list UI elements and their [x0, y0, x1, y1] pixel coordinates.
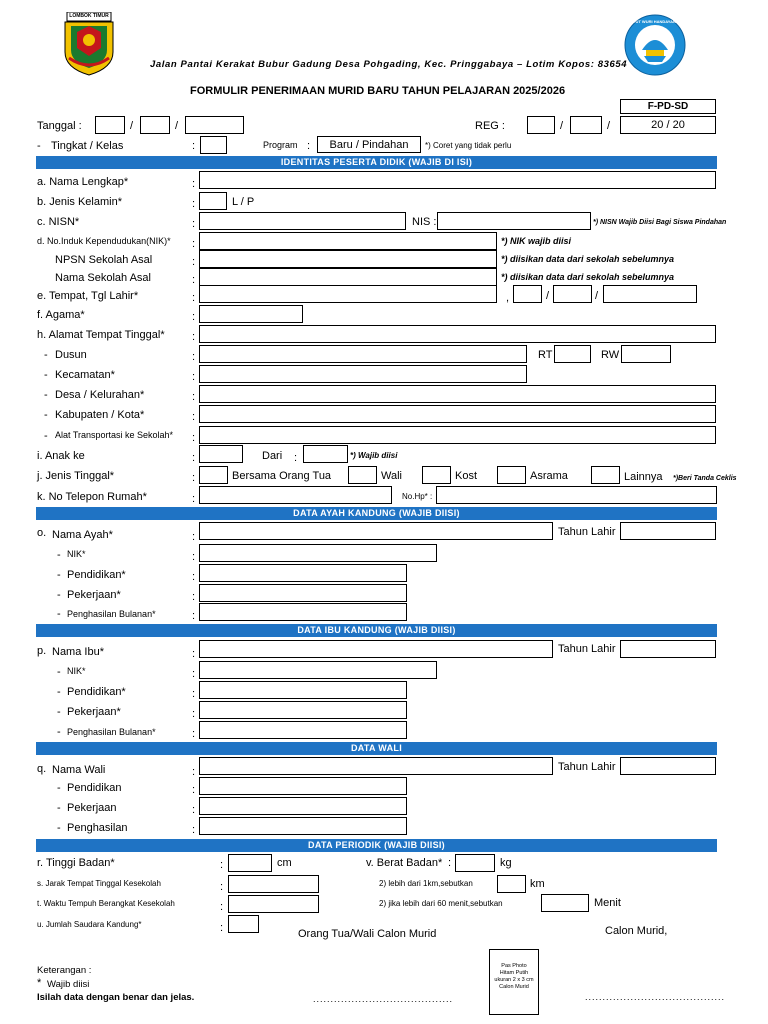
- saudara-field[interactable]: [228, 915, 259, 933]
- anak-ke-field[interactable]: [199, 445, 243, 463]
- ayah-nama-colon: :: [192, 531, 196, 543]
- ayah-penghasilan-label: Penghasilan Bulanan*: [67, 609, 156, 619]
- dari-label: Dari: [262, 450, 283, 462]
- nisn-label: c. NISN*: [37, 216, 80, 228]
- nisn-colon: :: [192, 218, 196, 230]
- tinggal-asrama-label: Asrama: [530, 470, 568, 482]
- anak-ke-colon: :: [192, 452, 196, 464]
- wali-pendidikan-dash: -: [57, 782, 61, 794]
- dusun-field[interactable]: [199, 345, 527, 363]
- transport-label: Alat Transportasi ke Sekolah*: [55, 430, 174, 440]
- ibu-nik-dash: -: [57, 666, 61, 678]
- form-code: F-PD-SD: [620, 99, 716, 114]
- nis-label: NIS :: [412, 216, 437, 228]
- ayah-pekerjaan-label: Pekerjaan*: [67, 589, 121, 601]
- photo-text-4: Calon Murid: [499, 984, 529, 990]
- kabupaten-field[interactable]: [199, 405, 716, 423]
- alamat-label: h. Alamat Tempat Tinggal*: [37, 329, 165, 341]
- ibu-nama-label: Nama Ibu*: [52, 646, 104, 658]
- transport-colon: :: [192, 432, 196, 444]
- sekolah-asal-field[interactable]: [199, 268, 497, 286]
- keterangan-bullet: *: [37, 977, 42, 989]
- tingkat-dash: -: [37, 140, 41, 152]
- ayah-pekerjaan-field[interactable]: [199, 584, 407, 602]
- ayah-pekerjaan-dash: -: [57, 589, 61, 601]
- hp-field[interactable]: [436, 486, 717, 504]
- tanggal-label: Tanggal :: [37, 120, 82, 132]
- tinggi-label: r. Tinggi Badan*: [37, 857, 115, 869]
- transport-dash: -: [44, 430, 48, 442]
- wali-pekerjaan-dash: -: [57, 802, 61, 814]
- waktu-note: 2) jika lebih dari 60 menit,sebutkan: [379, 899, 503, 908]
- ayah-pendidikan-field[interactable]: [199, 564, 407, 582]
- nik-colon: :: [192, 238, 196, 250]
- tinggal-lainnya-label: Lainnya: [624, 471, 663, 483]
- desa-dash: -: [44, 389, 48, 401]
- jarak-colon: :: [220, 881, 224, 893]
- ibu-pekerjaan-colon: :: [192, 708, 196, 720]
- tinggi-unit: cm: [277, 857, 292, 869]
- ayah-penghasilan-dash: -: [57, 608, 61, 620]
- wali-tahun-label: Tahun Lahir: [558, 761, 616, 773]
- tanggal-slash-1: /: [130, 120, 134, 132]
- ayah-letter: o.: [37, 527, 47, 539]
- kabupaten-label: Kabupaten / Kota*: [55, 409, 145, 421]
- ttl-colon: :: [192, 292, 196, 304]
- ayah-penghasilan-colon: :: [192, 610, 196, 622]
- kabupaten-dash: -: [44, 409, 48, 421]
- saudara-colon: :: [220, 922, 224, 934]
- npsn-label: NPSN Sekolah Asal: [55, 254, 153, 266]
- tingkat-colon: :: [192, 140, 196, 152]
- ttl-label: e. Tempat, Tgl Lahir*: [37, 290, 139, 302]
- jarak-unit: km: [530, 878, 545, 890]
- sekolah-asal-label: Nama Sekolah Asal: [55, 272, 151, 284]
- jenis-tinggal-colon: :: [192, 472, 196, 484]
- telepon-field[interactable]: [199, 486, 392, 504]
- photo-box: [489, 949, 539, 1015]
- section-ayah: DATA AYAH KANDUNG (WAJIB DIISI): [36, 507, 717, 520]
- wali-pendidikan-colon: :: [192, 784, 196, 796]
- ayah-nik-dash: -: [57, 549, 61, 561]
- ibu-pendidikan-dash: -: [57, 686, 61, 698]
- photo-text-3: ukuran 2 x 3 cm: [494, 977, 534, 983]
- nama-lengkap-field[interactable]: [199, 171, 716, 189]
- wali-penghasilan-dash: -: [57, 822, 61, 834]
- berat-colon: :: [448, 857, 452, 869]
- dusun-label: Dusun: [55, 349, 87, 361]
- dusun-dash: -: [44, 349, 48, 361]
- ortu-signature-label: Orang Tua/Wali Calon Murid: [298, 928, 437, 940]
- wali-tahun-field[interactable]: [620, 757, 716, 775]
- ibu-pekerjaan-label: Pekerjaan*: [67, 706, 121, 718]
- ibu-penghasilan-label: Penghasilan Bulanan*: [67, 727, 156, 737]
- tinggal-wali-checkbox[interactable]: [348, 466, 377, 484]
- nama-lengkap-colon: :: [192, 178, 196, 190]
- ibu-letter: p.: [37, 645, 47, 657]
- reg-slash-2: /: [607, 120, 611, 132]
- jarak-km-field[interactable]: [497, 875, 526, 893]
- dari-field[interactable]: [303, 445, 348, 463]
- ttl-comma: ,: [506, 292, 510, 304]
- section-periodik: DATA PERIODIK (WAJIB DIISI): [36, 839, 717, 852]
- school-address: Jalan Pantai Kerakat Bubur Gadung Desa Pohgading, Kec. Pringgabaya – Lotim Kopos: 83654: [150, 59, 628, 70]
- tgl-lahir-month-field[interactable]: [553, 285, 592, 303]
- ibu-tahun-label: Tahun Lahir: [558, 643, 616, 655]
- ayah-nik-field[interactable]: [199, 544, 437, 562]
- nisn-note: *) NISN Wajib Diisi Bagi Siswa Pindahan: [593, 219, 727, 226]
- jarak-field[interactable]: [228, 875, 319, 893]
- nik-label: d. No.Induk Kependudukan(NIK)*: [37, 236, 171, 246]
- agama-label: f. Agama*: [37, 309, 85, 321]
- wali-penghasilan-colon: :: [192, 824, 196, 836]
- wali-pendidikan-label: Pendidikan: [67, 782, 122, 794]
- jenis-kelamin-colon: :: [192, 198, 196, 210]
- waktu-colon: :: [220, 901, 224, 913]
- jenis-tinggal-label: j. Jenis Tinggal*: [37, 470, 115, 482]
- desa-field[interactable]: [199, 385, 716, 403]
- sekolah-asal-note: *) diisikan data dari sekolah sebelumnya: [501, 272, 675, 282]
- ayah-nik-colon: :: [192, 551, 196, 563]
- hp-label: No.Hp* :: [402, 492, 433, 501]
- ibu-nik-field[interactable]: [199, 661, 437, 679]
- kecamatan-colon: :: [192, 371, 196, 383]
- kecamatan-field[interactable]: [199, 365, 527, 383]
- keterangan-wajib: Wajib diisi: [47, 979, 90, 990]
- ibu-nik-label: NIK*: [67, 666, 86, 676]
- anak-ke-note: *) Wajib diisi: [350, 451, 398, 460]
- wali-nama-colon: :: [192, 766, 196, 778]
- tingkat-label: Tingkat / Kelas: [51, 140, 124, 152]
- transport-field[interactable]: [199, 426, 716, 444]
- tanggal-day-field[interactable]: [95, 116, 125, 134]
- calon-signature-line: ........................................: [585, 992, 726, 1002]
- wali-pendidikan-field[interactable]: [199, 777, 407, 795]
- kecamatan-label: Kecamatan*: [55, 369, 115, 381]
- tinggal-lainnya-checkbox[interactable]: [591, 466, 620, 484]
- tgl-lahir-day-field[interactable]: [513, 285, 542, 303]
- ibu-nama-field[interactable]: [199, 640, 553, 658]
- ceklis-note: *)Beri Tanda Ceklis: [673, 475, 737, 482]
- tempat-lahir-field[interactable]: [199, 285, 497, 303]
- district-logo-banner: LOMBOK TIMUR: [69, 13, 109, 19]
- tinggi-field[interactable]: [228, 854, 272, 872]
- ayah-tahun-field[interactable]: [620, 522, 716, 540]
- ibu-nik-colon: :: [192, 668, 196, 680]
- anak-ke-label: i. Anak ke: [37, 450, 85, 462]
- ayah-nama-field[interactable]: [199, 522, 553, 540]
- ibu-pekerjaan-dash: -: [57, 706, 61, 718]
- tinggal-orang-tua-checkbox[interactable]: [199, 466, 228, 484]
- alamat-field[interactable]: [199, 325, 716, 343]
- tinggal-orang-tua-label: Bersama Orang Tua: [232, 470, 332, 482]
- telepon-label: k. No Telepon Rumah*: [37, 491, 147, 503]
- saudara-label: u. Jumlah Saudara Kandung*: [37, 920, 142, 929]
- tingkat-field[interactable]: [200, 136, 227, 154]
- npsn-colon: :: [192, 256, 196, 268]
- tgl-lahir-year-field[interactable]: [603, 285, 697, 303]
- district-logo: [63, 12, 115, 76]
- wali-nama-label: Nama Wali: [52, 764, 106, 776]
- waktu-label: t. Waktu Tempuh Berangkat Kesekolah: [37, 899, 175, 908]
- desa-label: Desa / Kelurahan*: [55, 389, 145, 401]
- ibu-pendidikan-label: Pendidikan*: [67, 686, 126, 698]
- program-label: Program: [263, 140, 298, 150]
- tinggal-wali-label: Wali: [381, 470, 402, 482]
- ttl-slash-2: /: [595, 290, 599, 302]
- ayah-nama-label: Nama Ayah*: [52, 529, 113, 541]
- section-wali: DATA WALI: [36, 742, 717, 755]
- form-title: FORMULIR PENERIMAAN MURID BARU TAHUN PELAJARAN 2025/2026: [190, 85, 566, 97]
- ibu-penghasilan-field[interactable]: [199, 721, 407, 739]
- jenis-kelamin-label: b. Jenis Kelamin*: [37, 196, 122, 208]
- tanggal-month-field[interactable]: [140, 116, 170, 134]
- jenis-kelamin-options: L / P: [232, 196, 255, 208]
- coret-note: *) Coret yang tidak perlu: [425, 141, 512, 150]
- nik-field[interactable]: [199, 232, 497, 250]
- ayah-nik-label: NIK*: [67, 549, 86, 559]
- agama-field[interactable]: [199, 305, 303, 323]
- wali-penghasilan-field[interactable]: [199, 817, 407, 835]
- berat-field[interactable]: [455, 854, 495, 872]
- keterangan-label: Keterangan :: [37, 965, 92, 976]
- ibu-penghasilan-colon: :: [192, 728, 196, 740]
- npsn-note: *) diisikan data dari sekolah sebelumnya: [501, 254, 675, 264]
- tanggal-year-field[interactable]: [185, 116, 244, 134]
- kabupaten-colon: :: [192, 411, 196, 423]
- sekolah-asal-colon: :: [192, 274, 196, 286]
- nis-field[interactable]: [437, 212, 591, 230]
- ibu-pekerjaan-field[interactable]: [199, 701, 407, 719]
- tut-wuri-logo-text: TUT WURI HANDAYANI: [633, 19, 677, 24]
- ibu-nama-colon: :: [192, 648, 196, 660]
- jarak-label: s. Jarak Tempat Tinggal Kesekolah: [37, 879, 161, 888]
- rw-label: RW: [601, 349, 620, 361]
- telepon-colon: :: [192, 493, 196, 505]
- tinggi-colon: :: [220, 859, 224, 871]
- calon-signature-label: Calon Murid,: [605, 925, 668, 937]
- dusun-colon: :: [192, 351, 196, 363]
- ibu-pendidikan-field[interactable]: [199, 681, 407, 699]
- npsn-field[interactable]: [199, 250, 497, 268]
- waktu-menit-field[interactable]: [541, 894, 589, 912]
- program-colon: :: [307, 140, 311, 152]
- rt-field[interactable]: [554, 345, 591, 363]
- berat-label: v. Berat Badan*: [366, 857, 443, 869]
- ayah-pekerjaan-colon: :: [192, 591, 196, 603]
- waktu-unit: Menit: [594, 897, 621, 909]
- wali-pekerjaan-colon: :: [192, 804, 196, 816]
- keterangan-isilah: Isilah data dengan benar dan jelas.: [37, 992, 195, 1003]
- section-ibu: DATA IBU KANDUNG (WAJIB DIISI): [36, 624, 717, 637]
- ibu-penghasilan-dash: -: [57, 726, 61, 738]
- nik-note: *) NIK wajib diisi: [501, 236, 572, 246]
- kecamatan-dash: -: [44, 369, 48, 381]
- wali-letter: q.: [37, 763, 47, 775]
- alamat-colon: :: [192, 331, 196, 343]
- ayah-tahun-label: Tahun Lahir: [558, 526, 616, 538]
- rt-label: RT: [538, 349, 553, 361]
- waktu-field[interactable]: [228, 895, 319, 913]
- wali-pekerjaan-field[interactable]: [199, 797, 407, 815]
- wali-nama-field[interactable]: [199, 757, 553, 775]
- program-field[interactable]: Baru / Pindahan: [317, 136, 421, 153]
- ayah-pendidikan-dash: -: [57, 569, 61, 581]
- tanggal-slash-2: /: [175, 120, 179, 132]
- tinggal-asrama-checkbox[interactable]: [497, 466, 526, 484]
- reg-slash-1: /: [560, 120, 564, 132]
- tinggal-kost-label: Kost: [455, 470, 478, 482]
- tinggal-kost-checkbox[interactable]: [422, 466, 451, 484]
- nama-lengkap-label: a. Nama Lengkap*: [37, 176, 129, 188]
- ttl-slash-1: /: [546, 290, 550, 302]
- reg-year-field[interactable]: 20 / 20: [620, 116, 716, 134]
- jarak-note: 2) lebih dari 1km,sebutkan: [379, 879, 473, 888]
- rw-field[interactable]: [621, 345, 671, 363]
- wali-penghasilan-label: Penghasilan: [67, 822, 128, 834]
- ortu-signature-line: ........................................: [313, 994, 454, 1004]
- reg-field-1[interactable]: [527, 116, 555, 134]
- ayah-pendidikan-colon: :: [192, 571, 196, 583]
- dari-colon: :: [294, 452, 298, 464]
- ibu-pendidikan-colon: :: [192, 688, 196, 700]
- ayah-penghasilan-field[interactable]: [199, 603, 407, 621]
- reg-label: REG :: [475, 120, 505, 132]
- photo-text-1: Pas Photo: [501, 963, 527, 969]
- reg-field-2[interactable]: [570, 116, 602, 134]
- jenis-kelamin-field[interactable]: [199, 192, 227, 210]
- wali-pekerjaan-label: Pekerjaan: [67, 802, 117, 814]
- nisn-field[interactable]: [199, 212, 406, 230]
- agama-colon: :: [192, 311, 196, 323]
- section-identitas: IDENTITAS PESERTA DIDIK (WAJIB DI ISI): [36, 156, 717, 169]
- berat-unit: kg: [500, 857, 512, 869]
- ibu-tahun-field[interactable]: [620, 640, 716, 658]
- photo-text-2: Hitam Putih: [499, 970, 529, 976]
- ayah-pendidikan-label: Pendidikan*: [67, 569, 126, 581]
- desa-colon: :: [192, 391, 196, 403]
- tut-wuri-logo: [624, 14, 686, 76]
